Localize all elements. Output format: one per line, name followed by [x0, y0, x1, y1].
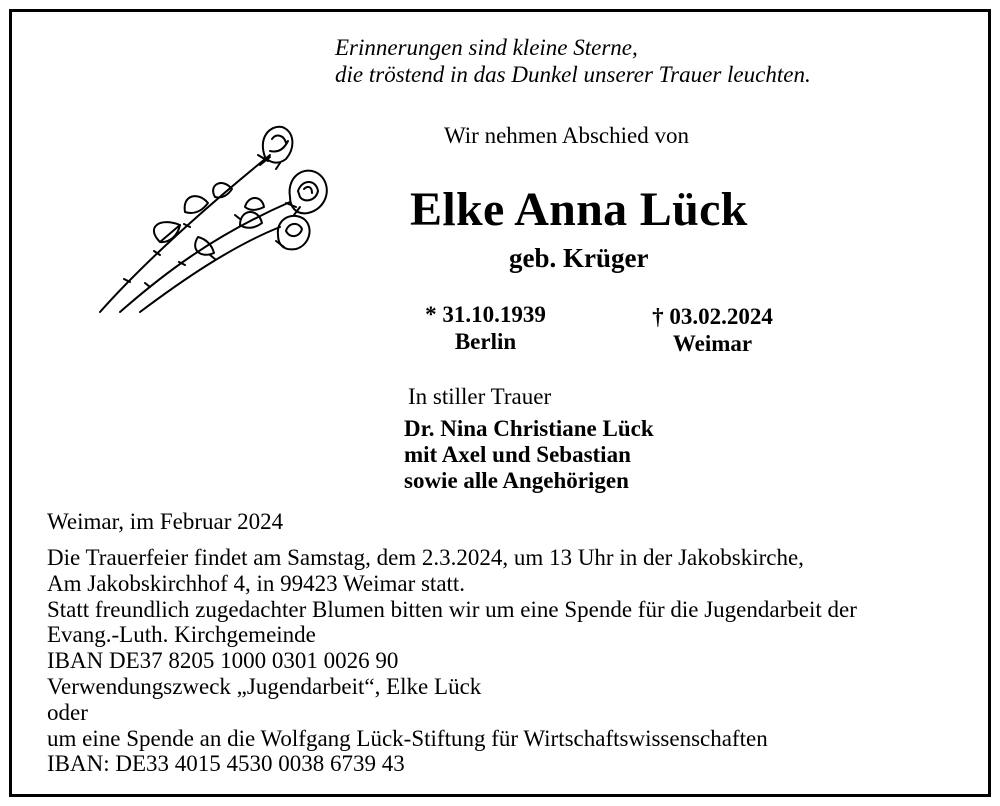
body-line: Evang.-Luth. Kirchgemeinde [47, 622, 316, 648]
roses-illustration-icon [90, 107, 335, 327]
mourning-label: In stiller Trauer [408, 384, 552, 409]
birth-date: * 31.10.1939 [425, 302, 546, 327]
body-line: Statt freundlich zugedachter Blumen bitten wir um eine Spende für die Jugendarbeit der [47, 596, 857, 622]
mourner-line: sowie alle Angehörigen [404, 468, 629, 493]
place-date: Weimar, im Februar 2024 [47, 509, 284, 534]
birth-block [408, 301, 563, 355]
mourner-line: Dr. Nina Christiane Lück [404, 416, 654, 441]
quote-line-1: Erinnerungen sind kleine Sterne, [335, 35, 638, 60]
body-line: Verwendungszweck „Jugendarbeit“, Elke Lück [47, 673, 482, 699]
death-block [635, 303, 790, 357]
death-date: † 03.02.2024 [652, 304, 773, 329]
body-line: Die Trauerfeier findet am Samstag, dem 2.3.2024, um 13 Uhr in der Jakobskirche, [47, 545, 804, 570]
iban-line: IBAN DE37 8205 1000 0301 0026 90 [47, 648, 399, 674]
obituary-card [9, 9, 991, 797]
iban-line: IBAN: DE33 4015 4530 0038 6739 43 [47, 751, 405, 777]
quote-line-2: die tröstend in das Dunkel unserer Trauer leuchten. [335, 62, 811, 87]
death-place: Weimar [672, 331, 753, 356]
body-line: um eine Spende an die Wolfgang Lück-Stiftung für Wirtschaftswissenschaften [47, 725, 768, 751]
intro-text: Wir nehmen Abschied von [444, 123, 689, 148]
birth-place: Berlin [454, 329, 517, 354]
deceased-name: Elke Anna Lück [410, 183, 748, 236]
announcement-text [47, 545, 857, 777]
birth-name: geb. Krüger [509, 243, 649, 273]
body-line: oder [47, 699, 88, 725]
mourner-line: mit Axel und Sebastian [404, 442, 631, 467]
body-line: Am Jakobskirchhof 4, in 99423 Weimar statt. [47, 570, 466, 596]
mourners-list [404, 416, 654, 494]
